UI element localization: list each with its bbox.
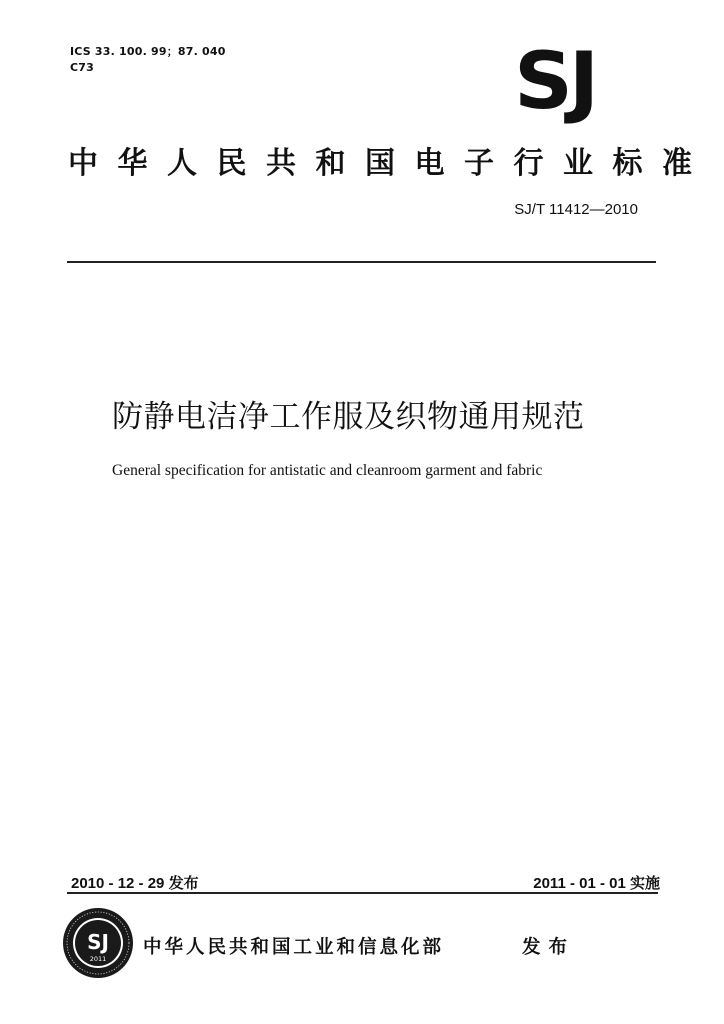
publisher: 中华人民共和国工业和信息化部 [143, 937, 445, 958]
title-chinese: 防静电洁净工作服及织物通用规范 [112, 399, 585, 435]
footer-divider [67, 892, 658, 894]
implementation-date: 2011 - 01 - 01 实施 [533, 875, 660, 892]
header-divider [67, 261, 656, 263]
seal-logo-text: SJ [87, 930, 109, 954]
standard-number: SJ/T 11412—2010 [514, 201, 638, 218]
ministry-seal-icon [62, 907, 134, 979]
issue-date: 2010 - 12 - 29 发布 [71, 875, 199, 892]
release-label: 发布 [522, 937, 576, 958]
title-english: General specification for antistatic and cleanroom garment and fabric [112, 462, 543, 479]
sj-logo: SJ [514, 37, 596, 127]
standard-category: 中华人民共和国电子行业标准 [68, 146, 712, 181]
ccs-code: C73 [70, 61, 94, 74]
seal-year: 2011 [89, 955, 107, 963]
ics-code: ICS 33. 100. 99；87. 040 [70, 45, 226, 58]
classification-codes [70, 44, 226, 76]
